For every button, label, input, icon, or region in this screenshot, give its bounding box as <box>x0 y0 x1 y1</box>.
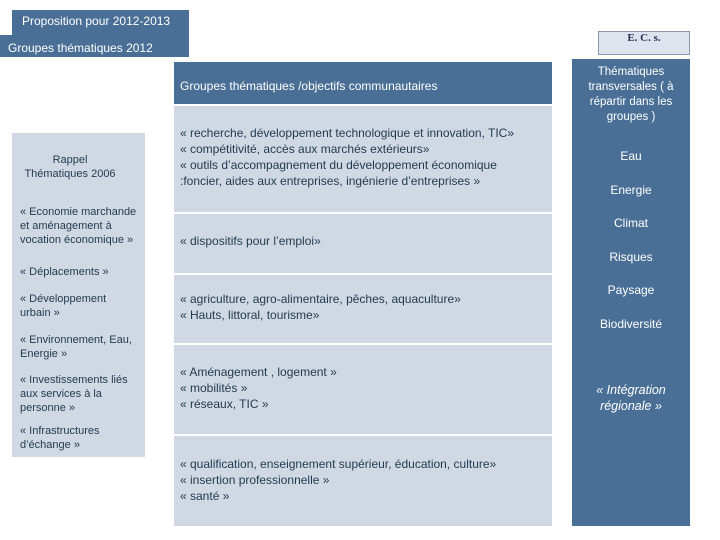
theme-2006-item: « Economie marchande et aménagement à vocation économique » <box>20 206 137 246</box>
presentation-subtitle: Groupes thématiques 2012 <box>0 35 189 57</box>
presentation-title: Proposition pour 2012-2013 <box>12 10 189 35</box>
objective-line: « santé » <box>180 489 230 503</box>
objective-line: « dispositifs pour l’emploi» <box>180 234 321 248</box>
objective-line: « réseaux, TIC » <box>180 397 269 411</box>
middle-column-header: Groupes thématiques /objectifs communautaires <box>174 62 552 104</box>
transversal-theme-item: Eau <box>620 149 642 163</box>
objective-line: « mobilités » <box>180 381 248 395</box>
transversal-themes-header: Thématiques transversales ( à répartir dans les groupes ) <box>588 66 674 123</box>
objectives-box-5 <box>174 436 552 526</box>
transversal-theme-item: Climat <box>613 216 648 230</box>
objective-line: « compétitivité, accès aux marchés extérieurs» <box>180 142 430 156</box>
transversal-theme-item: Biodiversité <box>599 317 663 331</box>
organization-logo <box>598 31 690 55</box>
theme-2006-item: « Développement urbain » <box>20 293 107 319</box>
objective-line: « Hauts, littoral, tourisme» <box>180 308 320 322</box>
objective-line: « qualification, enseignement supérieur, éducation, culture» <box>180 457 497 471</box>
objective-line: « agriculture, agro-alimentaire, pêches, aquaculture» <box>180 292 461 306</box>
transversal-theme-item: « Intégration régionale » <box>596 383 666 413</box>
theme-2006-item: « Déplacements » <box>20 266 109 278</box>
transversal-theme-item: Energie <box>610 183 652 197</box>
objective-line: :foncier, aides aux entreprises, ingénierie d’entreprises » <box>180 174 481 188</box>
objectives-box-2 <box>174 214 552 273</box>
objective-line: « Aménagement , logement » <box>180 365 337 379</box>
objectives-box-4 <box>174 345 552 434</box>
theme-2006-item: « Investissements liés aux services à la personne » <box>20 374 128 414</box>
objective-line: « outils d’accompagnement du développement économique <box>180 158 497 172</box>
theme-2006-item: « Environnement, Eau, Energie » <box>20 334 132 360</box>
transversal-theme-item: Paysage <box>607 283 655 297</box>
theme-2006-item: « Infrastructures d’échange » <box>20 425 100 451</box>
objectives-box-1 <box>174 106 552 212</box>
objectives-box-3 <box>174 275 552 343</box>
themes-2006-title: Rappel Thématiques 2006 <box>24 154 116 180</box>
objective-line: « recherche, développement technologique et innovation, TIC» <box>180 126 515 140</box>
transversal-theme-item: Risques <box>609 250 653 264</box>
logo-text: E. C. s. <box>627 32 661 44</box>
objective-line: « insertion professionnelle » <box>180 473 330 487</box>
